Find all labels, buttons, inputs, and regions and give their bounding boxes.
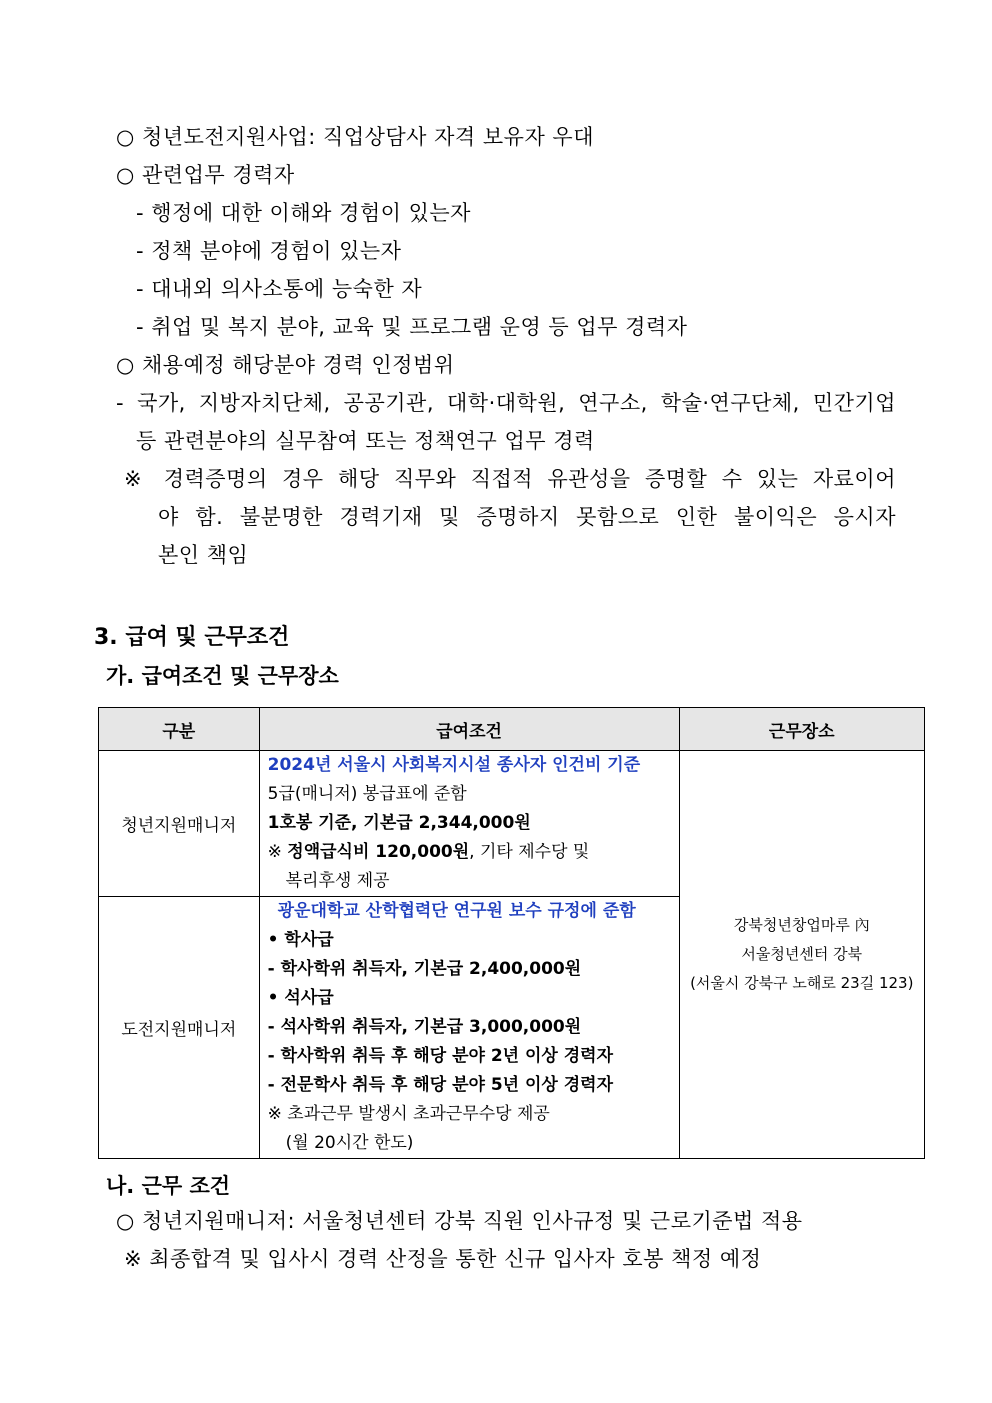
master-equivalent-1: - 학사학위 취득 후 해당 분야 2년 이상 경력자	[267, 1046, 614, 1066]
salary-welfare: 복리후생 제공	[285, 871, 390, 891]
qual-line-7: ○ 채용예정 해당분야 경력 인정범위	[116, 353, 455, 377]
qual-line-4: - 정책 분야에 경험이 있는자	[136, 239, 402, 263]
section-3-title: 3. 급여 및 근무조건	[94, 625, 290, 650]
salary-youth-manager	[259, 751, 679, 897]
table-row	[99, 751, 925, 897]
qual-line-5: - 대내외 의사소통에 능숙한 자	[136, 277, 423, 301]
master-equivalent-2: - 전문학사 취득 후 해당 분야 5년 이상 경력자	[267, 1075, 614, 1095]
workplace-line-1: 강북청년창업마루 內	[733, 916, 870, 934]
header-salary: 급여조건	[259, 708, 679, 751]
role-challenge-manager: 도전지원매니저	[99, 897, 260, 1159]
qual-line-3: - 행정에 대한 이해와 경험이 있는자	[136, 201, 471, 225]
salary-basis: 광운대학교 산학협력단 연구원 보수 규정에 준함	[277, 901, 636, 921]
overtime-limit: (월 20시간 한도)	[285, 1133, 414, 1153]
qual-line-1: ○ 청년도전지원사업: 직업상담사 자격 보유자 우대	[116, 125, 594, 149]
work-condition-line-1: ○ 청년지원매니저: 서울청년센터 강북 직원 인사규정 및 근로기준법 적용	[116, 1209, 803, 1233]
role-youth-manager: 청년지원매니저	[99, 751, 260, 897]
qual-note-line-2: 야 함. 불분명한 경력기재 및 증명하지 못함으로 인한 불이익은 응시자	[158, 505, 896, 529]
workplace-address: (서울시 강북구 노해로 23길 123)	[690, 974, 914, 992]
salary-challenge-manager	[259, 897, 679, 1159]
section-3a-title: 가. 급여조건 및 근무장소	[106, 664, 339, 688]
section-3b-title: 나. 근무 조건	[106, 1174, 231, 1198]
salary-meal-allowance: ※ 정액급식비 120,000원, 기타 제수당 및	[267, 842, 590, 862]
header-workplace: 근무장소	[679, 708, 924, 751]
salary-basis: 2024년 서울시 사회복지시설 종사자 인건비 기준	[267, 755, 641, 775]
bachelor-pay: - 학사학위 취득자, 기본급 2,400,000원	[267, 959, 582, 979]
bachelor-grade: • 학사급	[267, 930, 334, 950]
qual-line-2: ○ 관련업무 경력자	[116, 163, 295, 187]
workplace-line-2: 서울청년센터 강북	[741, 945, 863, 963]
master-grade: • 석사급	[267, 988, 334, 1008]
salary-base-pay: 1호봉 기준, 기본급 2,344,000원	[267, 813, 531, 833]
qual-line-9: 등 관련분야의 실무참여 또는 정책연구 업무 경력	[136, 429, 595, 453]
header-category: 구분	[99, 708, 260, 751]
qual-note-line-1: ※ 경력증명의 경우 해당 직무와 직접적 유관성을 증명할 수 있는 자료이어	[124, 467, 896, 491]
workplace-cell	[679, 751, 924, 1159]
qual-line-8: - 국가, 지방자치단체, 공공기관, 대학·대학원, 연구소, 학술·연구단체, 민간기업	[116, 391, 896, 415]
master-pay: - 석사학위 취득자, 기본급 3,000,000원	[267, 1017, 582, 1037]
overtime-note: ※ 초과근무 발생시 초과근무수당 제공	[267, 1104, 550, 1124]
qual-note-line-3: 본인 책임	[158, 543, 249, 567]
salary-grade: 5급(매니저) 봉급표에 준함	[267, 784, 467, 804]
qual-line-6: - 취업 및 복지 분야, 교육 및 프로그램 운영 등 업무 경력자	[136, 315, 688, 339]
work-condition-note: ※ 최종합격 및 입사시 경력 산정을 통한 신규 입사자 호봉 책정 예정	[124, 1247, 762, 1271]
table-header-row	[99, 708, 925, 751]
salary-table	[98, 707, 925, 1159]
